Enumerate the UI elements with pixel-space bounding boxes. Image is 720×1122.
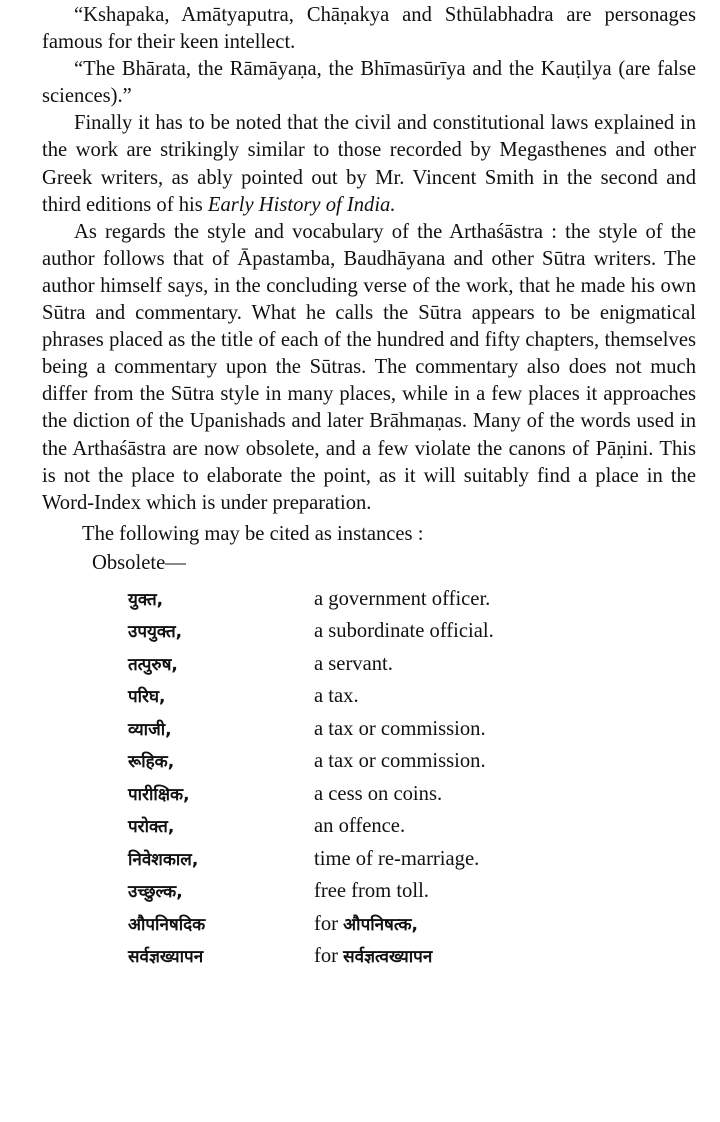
glossary-row [42, 847, 696, 880]
paragraph-intellect-personages: “Kshapaka, Amātyaputra, Chāṇakya and Sthūlabhadra are personages famous for their keen intellect. [42, 4, 696, 54]
glossary-row [42, 879, 696, 912]
paragraph-style-vocabulary: As regards the style and vocabulary of the Arthaśāstra : the style of the author follows that of Āpastamba, Baudhāyana and other Sūtra writers. The author himself says, in the concluding verse of the work, that he made his own Sūtra and commentary. What he calls the Sūtra appears to be enigmatical phrases placed as the title of each of the hundred and fifty chapters, themselves being a commentary upon the Sūtras. The commentary also does not much differ from the Sūtra style in many places, while in a few places it approaches the diction of the Upanishads and later Brāhmaṇas. Many of the words used in the Arthaśāstra are now obsolete, and a few violate the canons of Pāṇini. This is not the place to elaborate the point, as it will suitably find a place in the Word-Index which is under preparation. [42, 220, 696, 514]
sanskrit-term: व्याजी, [128, 719, 172, 740]
glossary-row [42, 684, 696, 717]
term-definition: a cess on coins. [314, 782, 443, 805]
term-definition: a tax or commission. [314, 717, 486, 740]
sanskrit-variant: औपनिषत्क, [343, 914, 418, 935]
sanskrit-term: तत्पुरुष, [128, 654, 178, 675]
glossary-row [42, 912, 696, 945]
glossary-row [42, 944, 696, 977]
term-definition: a subordinate official. [314, 620, 494, 643]
sanskrit-variant: सर्वज्ञत्वख्यापन [343, 947, 433, 968]
term-definition: a government officer. [314, 587, 491, 610]
paragraph-false-sciences: “The Bhārata, the Rāmāyaṇa, the Bhīmasūrīya and the Kauṭilya (are false sciences).” [42, 58, 696, 108]
definition-prefix: for [314, 912, 339, 935]
term-definition: a servant. [314, 652, 393, 675]
sanskrit-term: रूहिक, [128, 752, 175, 773]
obsolete-word-list [42, 587, 696, 977]
sanskrit-term: निवेशकाल, [128, 849, 199, 870]
glossary-row [42, 652, 696, 685]
sanskrit-term: सर्वज्ञख्यापन [128, 947, 204, 968]
sanskrit-term: परिघ, [128, 687, 166, 708]
sanskrit-term: उपयुक्त, [128, 622, 183, 643]
term-definition [314, 944, 432, 968]
sanskrit-term: पारीक्षिक, [128, 784, 190, 805]
glossary-row [42, 717, 696, 750]
obsolete-heading: Obsolete— [92, 551, 186, 574]
term-definition: free from toll. [314, 880, 429, 903]
instances-intro: The following may be cited as instances : [82, 522, 424, 545]
definition-prefix: for [314, 945, 339, 968]
sanskrit-term: औपनिषदिक [128, 914, 206, 935]
paragraph-megasthenes-text: Finally it has to be noted that the civil and constitutional laws explained in the work are strikingly similar to those recorded by Megasthenes and other Greek writers, as ably pointed out by Mr. Vincent Smith in the second and third editions of his [42, 112, 696, 216]
sanskrit-term: युक्त, [128, 589, 164, 610]
glossary-row [42, 619, 696, 652]
term-definition [314, 912, 418, 936]
glossary-row [42, 814, 696, 847]
glossary-row [42, 782, 696, 815]
term-definition: time of re-marriage. [314, 847, 480, 870]
term-definition: a tax. [314, 685, 359, 708]
sanskrit-term: उच्छुल्क, [128, 882, 183, 903]
glossary-row [42, 587, 696, 620]
paragraph-megasthenes-comparison [42, 110, 696, 218]
term-definition: a tax or commission. [314, 750, 486, 773]
glossary-row [42, 749, 696, 782]
document-page [42, 2, 696, 977]
book-title-early-history: Early History of India. [207, 193, 396, 216]
term-definition: an offence. [314, 815, 406, 838]
sanskrit-term: परोक्त, [128, 817, 175, 838]
